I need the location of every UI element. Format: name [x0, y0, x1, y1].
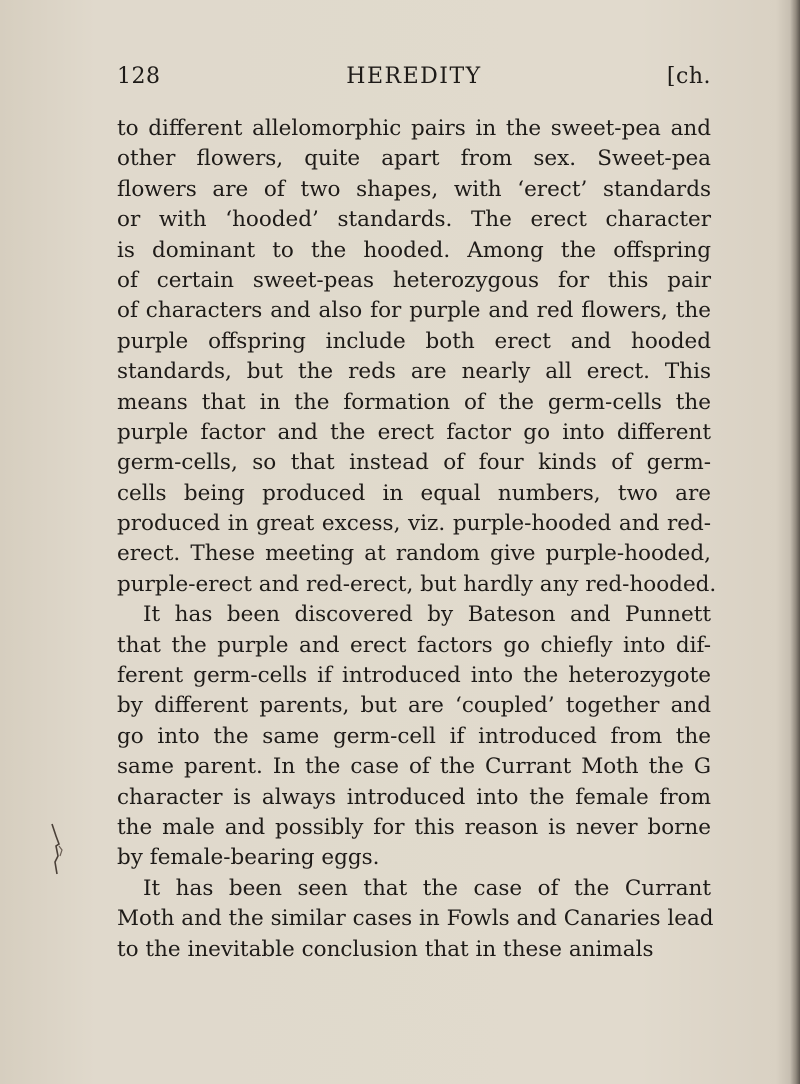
ink-blemish-mark — [50, 822, 64, 882]
text-line: by female-bearing eggs. — [117, 845, 380, 871]
text-line: purple factor and the erect factor go into different — [117, 419, 711, 445]
running-header — [117, 64, 711, 94]
text-line: of certain sweet-peas heterozygous for this pair — [117, 267, 711, 293]
text-line: cells being produced in equal numbers, two are — [117, 480, 711, 506]
page-number: 128 — [117, 64, 161, 89]
text-line: is dominant to the hooded. Among the offspring — [117, 237, 711, 263]
text-line: purple offspring include both erect and hooded — [117, 328, 711, 354]
chapter-mark: [ch. — [666, 64, 711, 89]
text-line: It has been seen that the case of the Currant — [143, 875, 711, 901]
text-line: erect. These meeting at random give purple-hooded, — [117, 541, 711, 567]
running-title: HEREDITY — [346, 64, 482, 89]
text-line: purple-erect and red-erect, but hardly any red-hooded. — [117, 571, 717, 597]
text-line: produced in great excess, viz. purple-hooded and red- — [117, 511, 711, 537]
text-line: to the inevitable conclusion that in these animals — [117, 936, 654, 962]
text-line: germ-cells, so that instead of four kinds of germ- — [117, 450, 711, 476]
text-line: the male and possibly for this reason is never borne — [117, 814, 711, 840]
text-line: flowers are of two shapes, with ‘erect’ standards — [117, 176, 711, 202]
text-line: of characters and also for purple and red flowers, the — [117, 298, 711, 324]
text-line: character is always introduced into the female from — [117, 784, 711, 810]
text-line: Moth and the similar cases in Fowls and Canaries lead — [117, 906, 714, 932]
text-line: standards, but the reds are nearly all erect. This — [117, 359, 711, 385]
text-line: to different allelomorphic pairs in the sweet-pea and — [117, 116, 711, 141]
text-line: means that in the formation of the germ-cells the — [117, 389, 711, 415]
text-line: same parent. In the case of the Currant Moth the G — [117, 754, 711, 780]
text-line: or with ‘hooded’ standards. The erect character — [117, 207, 711, 233]
text-line: ferent germ-cells if introduced into the heterozygote — [117, 663, 711, 689]
text-line: go into the same germ-cell if introduced from the — [117, 723, 711, 749]
text-line: by different parents, but are ‘coupled’ together and — [117, 693, 711, 719]
text-line: other flowers, quite apart from sex. Sweet-pea — [117, 146, 711, 172]
page-edge-shadow — [790, 0, 800, 1084]
text-line: that the purple and erect factors go chiefly into dif- — [117, 632, 711, 658]
body-text — [117, 114, 717, 965]
text-line: It has been discovered by Bateson and Punnett — [143, 602, 711, 628]
